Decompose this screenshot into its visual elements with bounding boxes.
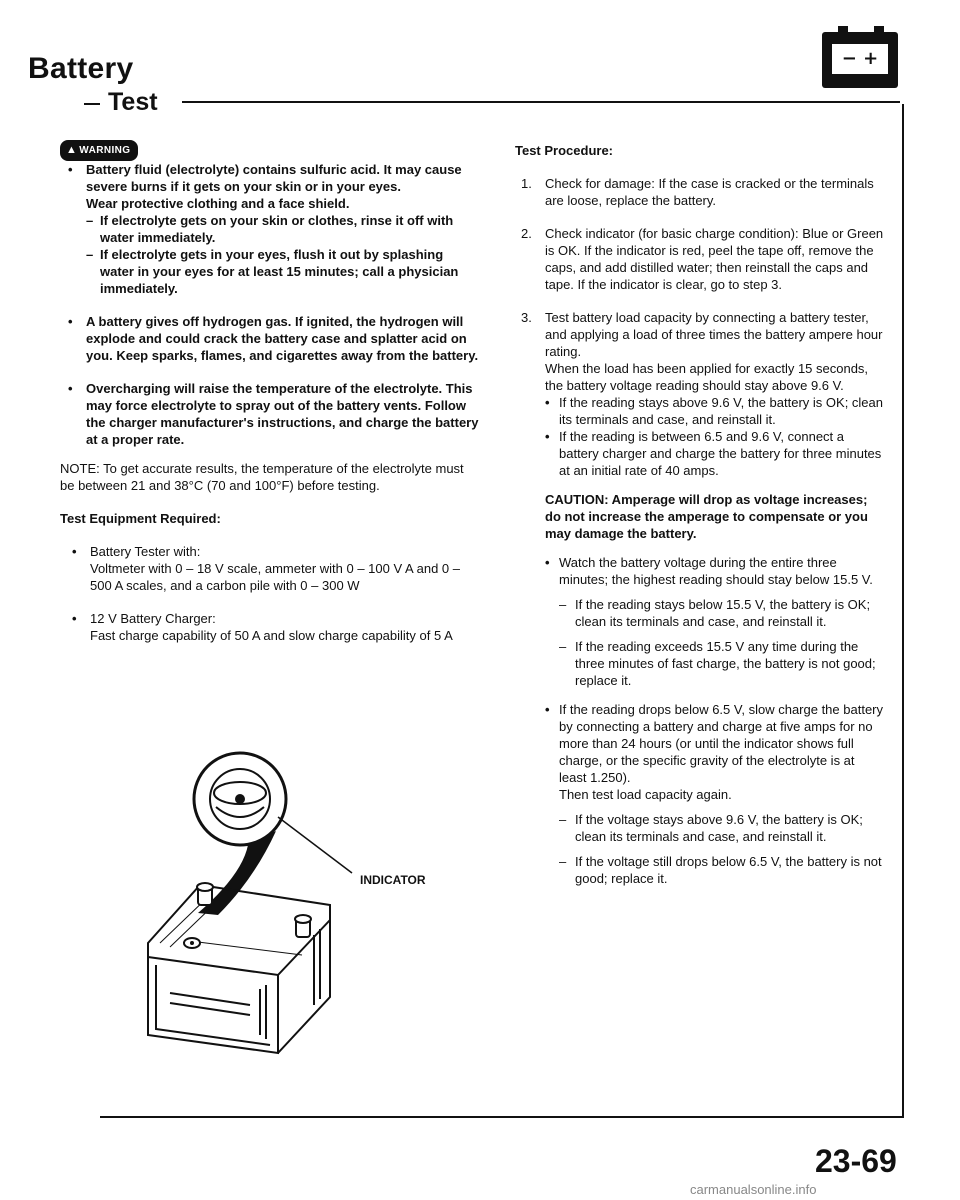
page-title: Battery (28, 52, 134, 85)
step-bullet (545, 428, 885, 479)
bullet-icon: • (545, 395, 550, 410)
watermark: carmanualsonline.info (690, 1182, 817, 1197)
warning-item (60, 313, 480, 364)
step-bullet (545, 394, 885, 428)
watch-bullet (545, 554, 885, 588)
procedure-step (515, 309, 885, 887)
warning-item (60, 380, 480, 448)
page-number: 23-69 (815, 1143, 897, 1179)
step-text: Check indicator (for basic charge condition): Blue or Green is OK. If the indicator is red, peel the tape off, remove the caps, and add distilled water; then reinstall the caps and tape. If the indicator is clear, go to step 3. (545, 226, 884, 292)
battery-icon-symbols: − + (832, 44, 888, 74)
equipment-name: Battery Tester with: (90, 544, 201, 559)
left-column (60, 140, 480, 644)
battery-icon (822, 32, 898, 88)
bullet-icon: • (545, 555, 550, 570)
step-text-continued: When the load has been applied for exactly 15 seconds, the battery voltage reading should stay above 9.6 V. (545, 361, 869, 393)
dash-icon: – (559, 812, 567, 827)
caution-text: CAUTION: Amperage will drop as voltage increases; do not increase the amperage to compensate or you may damage the battery. (545, 492, 868, 541)
step-text: Check for damage: If the case is cracked or the terminals are loose, replace the battery. (545, 176, 874, 208)
step-text: Test battery load capacity by connecting a battery tester, and applying a load of three times the battery ampere hour rating. (545, 310, 883, 359)
equipment-item (60, 543, 480, 594)
battery-body-drawing (148, 885, 330, 1053)
equipment-heading: Test Equipment Required: (60, 511, 221, 526)
bullet-icon: • (68, 381, 73, 396)
warning-item-extra: Wear protective clothing and a face shield. (86, 196, 350, 211)
warning-item-lead: A battery gives off hydrogen gas. If ignited, the hydrogen will explode and could crack the battery case and splatter acid on you. Keep sparks, flames, and cigarettes away from the battery. (86, 314, 479, 363)
warning-dash-item (86, 212, 480, 246)
battery-indicator-figure (130, 735, 490, 1065)
bullet-icon: • (68, 314, 73, 329)
bullet-icon: • (545, 429, 550, 444)
warning-triangle-icon: ▲ (66, 144, 78, 156)
watch-dash-text: If the reading stays below 15.5 V, the battery is OK; clean its terminals and case, and reinstall it. (575, 597, 871, 629)
bullet-icon: • (72, 611, 77, 626)
procedure-heading: Test Procedure: (515, 143, 614, 158)
right-column (515, 142, 885, 887)
watch-dash-item (559, 638, 885, 689)
drop-dash-text: If the voltage stays above 9.6 V, the battery is OK; clean its terminals and case, and reinstall it. (575, 812, 863, 844)
drop-bullet (545, 701, 885, 803)
battery-terminal-right (874, 26, 884, 34)
warning-badge-label: WARNING (79, 145, 131, 156)
equipment-item (60, 610, 480, 644)
watch-bullet-text: Watch the battery voltage during the entire three minutes; the highest reading should stay below 15.5 V. (559, 555, 873, 587)
bullet-icon: • (72, 544, 77, 559)
dash-icon: – (559, 597, 567, 612)
warning-item (60, 161, 480, 297)
warning-badge (60, 140, 138, 161)
warning-dash-text: If electrolyte gets on your skin or clothes, rinse it off with water immediately. (100, 213, 454, 245)
drop-dash-text: If the voltage still drops below 6.5 V, the battery is not good; replace it. (575, 854, 882, 886)
dash-icon: – (86, 247, 94, 262)
watch-dash-text: If the reading exceeds 15.5 V any time during the three minutes of fast charge, the battery is not good; replace it. (575, 639, 876, 688)
watch-dash-item (559, 596, 885, 630)
equipment-detail: Voltmeter with 0 – 18 V scale, ammeter with 0 – 100 V A and 0 – 500 A scales, and a carbon pile with 0 – 300 W (90, 561, 460, 593)
step-bullet-text: If the reading is between 6.5 and 9.6 V, connect a battery charger and charge the battery for three minutes at an initial rate of 40 amps. (559, 429, 882, 478)
equipment-detail: Fast charge capability of 50 A and slow charge capability of 5 A (90, 628, 453, 643)
dash-icon: – (86, 213, 94, 228)
bullet-icon: • (545, 702, 550, 717)
warning-item-lead: Battery fluid (electrolyte) contains sulfuric acid. It may cause severe burns if it gets on your skin or in your eyes. (86, 162, 462, 194)
warning-dash-text: If electrolyte gets in your eyes, flush it out by splashing water in your eyes for at least 15 minutes; call a physician immediately. (100, 247, 459, 296)
drop-dash-item (559, 853, 885, 887)
step-bullet-text: If the reading stays above 9.6 V, the battery is OK; clean its terminals and case, and reinstall it. (559, 395, 883, 427)
drop-bullet-text-2: Then test load capacity again. (559, 787, 732, 802)
bullet-icon: • (68, 162, 73, 177)
indicator-magnifier (194, 753, 286, 845)
warning-dash-item (86, 246, 480, 297)
equipment-name: 12 V Battery Charger: (90, 611, 216, 626)
drop-dash-item (559, 811, 885, 845)
drop-bullet-text: If the reading drops below 6.5 V, slow charge the battery by connecting a battery and charge at five amps for no more than 24 hours (or until the indicator shows full charge, or the specific gravity of the electrolyte is at least 1.250). (559, 702, 883, 785)
section-rule-top (182, 101, 900, 103)
battery-terminal-left (838, 26, 848, 34)
procedure-step (515, 225, 885, 293)
section-subtitle: Test (100, 88, 166, 117)
dash-icon: – (559, 639, 567, 654)
step-number: 1. (521, 176, 532, 191)
dash-icon: – (559, 854, 567, 869)
procedure-step (515, 175, 885, 209)
indicator-label: INDICATOR (360, 873, 426, 887)
warning-item-lead: Overcharging will raise the temperature of the electrolyte. This may force electrolyte to spray out of the battery vents. Follow the charger manufacturer's instructions, and charge the battery at a proper rate. (86, 381, 479, 447)
indicator-leader-line (278, 817, 352, 873)
note-text: NOTE: To get accurate results, the temperature of the electrolyte must be between 21 and 38°C (70 and 100°F) before testing. (60, 461, 464, 493)
step-number: 3. (521, 310, 532, 325)
step-number: 2. (521, 226, 532, 241)
